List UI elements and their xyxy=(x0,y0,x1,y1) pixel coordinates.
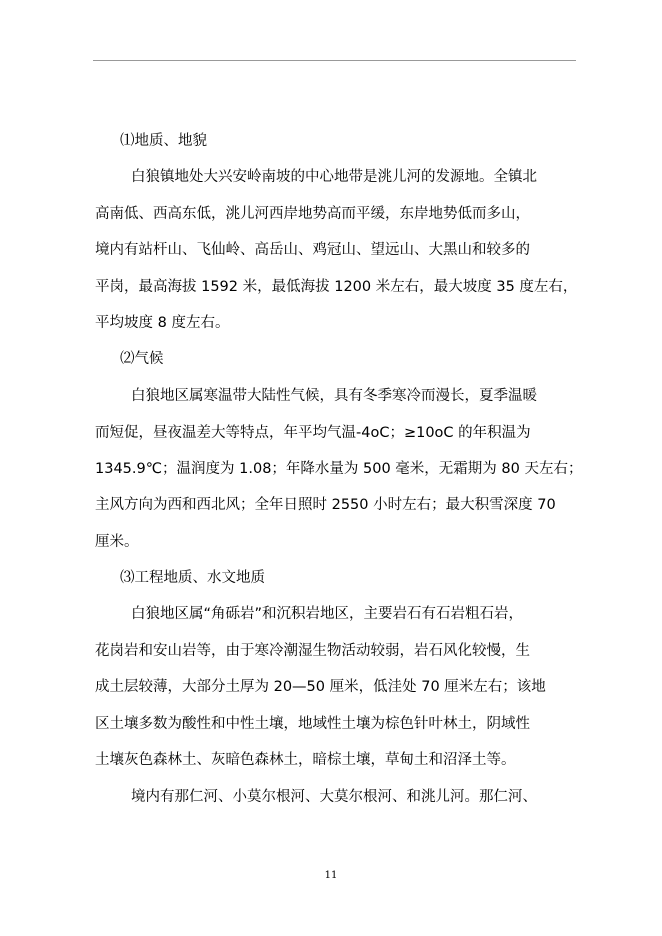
paragraph-line: 1345.9℃；温润度为 1.08；年降水量为 500 毫米，无霜期为 80 天左右； xyxy=(95,461,583,477)
paragraph-line: 主风方向为西和西北风；全年日照时 2550 小时左右；最大积雪深度 70 xyxy=(95,497,556,513)
paragraph-line: 花岗岩和安山岩等，由于寒冷潮湿生物活动较弱，岩石风化较慢，生 xyxy=(95,643,530,659)
section-heading-engineering-geology: ⑶工程地质、水文地质 xyxy=(120,570,265,586)
paragraph-line: 平均坡度 8 度左右。 xyxy=(95,315,230,331)
paragraph-line: 土壤灰色森林土、灰暗色森林土，暗棕土壤，草甸土和沼泽土等。 xyxy=(95,752,516,768)
paragraph-line: 白狼镇地处大兴安岭南坡的中心地带是洮儿河的发源地。全镇北 xyxy=(131,169,537,185)
paragraph-line: 白狼地区属寒温带大陆性气候，具有冬季寒冷而漫长，夏季温暖 xyxy=(131,388,537,404)
section-heading-geology: ⑴地质、地貌 xyxy=(120,133,207,149)
paragraph-line: 而短促，昼夜温差大等特点，年平均气温-4oC；≥10oC 的年积温为 xyxy=(95,425,531,441)
paragraph-line: 成土层较薄，大部分土厚为 20—50 厘米，低洼处 70 厘米左右；该地 xyxy=(95,679,546,695)
trailing-paragraph-line: 境内有那仁河、小莫尔根河、大莫尔根河、和洮儿河。那仁河、 xyxy=(131,789,537,805)
paragraph-line: 高南低、西高东低，洮儿河西岸地势高而平缓，东岸地势低而多山， xyxy=(95,206,530,222)
paragraph-line: 白狼地区属“角砾岩”和沉积岩地区，主要岩石有石岩粗石岩， xyxy=(131,606,524,622)
paragraph-line: 平岗，最高海拔 1592 米，最低海拔 1200 米左右，最大坡度 35 度左右， xyxy=(95,279,578,295)
section-heading-climate: ⑵气候 xyxy=(120,351,164,367)
paragraph-line: 境内有站杆山、飞仙岭、高岳山、鸡冠山、望远山、大黑山和较多的 xyxy=(95,242,530,258)
paragraph-line: 厘米。 xyxy=(95,534,139,550)
header-rule xyxy=(93,60,576,61)
paragraph-line: 区土壤多数为酸性和中性土壤，地域性土壤为棕色针叶林土，阴域性 xyxy=(95,716,530,732)
page-number: 11 xyxy=(324,870,338,881)
